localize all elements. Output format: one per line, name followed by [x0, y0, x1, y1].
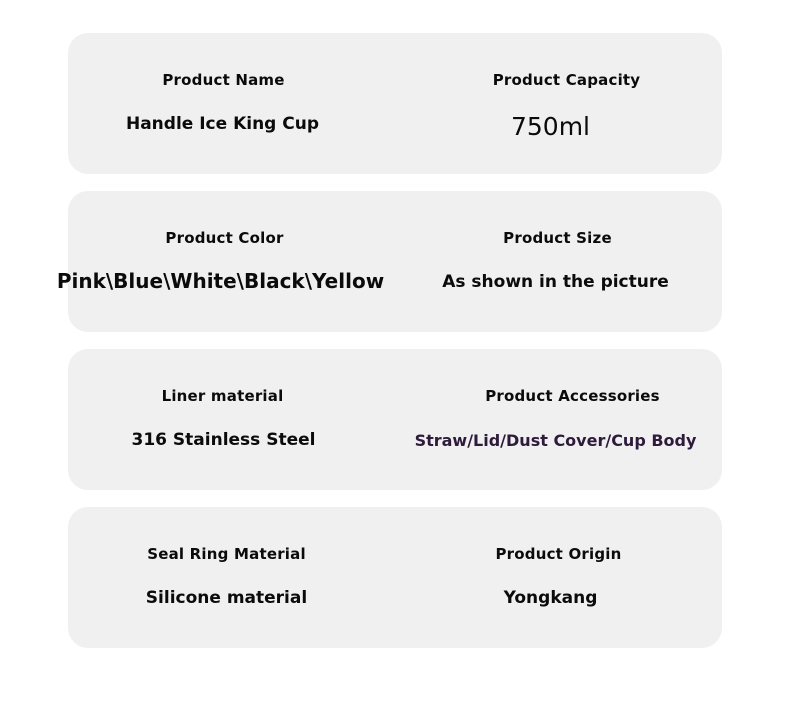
spec-cell-liner-material: [68, 349, 395, 490]
spec-cell-product-name: [68, 33, 395, 174]
spec-card-name-capacity: [68, 33, 722, 174]
spec-cell-product-color: [56, 191, 395, 332]
spec-value: Silicone material: [145, 588, 308, 608]
spec-cell-product-size: [395, 191, 722, 332]
spec-card-color-size: [56, 191, 722, 332]
spec-value: Yongkang: [503, 588, 598, 608]
spec-label: Product Accessories: [485, 387, 660, 405]
spec-value: As shown in the picture: [442, 272, 669, 292]
spec-value: Pink\Blue\White\Black\Yellow: [56, 269, 385, 293]
spec-value: Handle Ice King Cup: [125, 114, 320, 134]
spec-value: 316 Stainless Steel: [131, 430, 316, 450]
spec-value: 750ml: [510, 112, 591, 141]
spec-card-seal-origin: [68, 507, 722, 648]
spec-label: Product Name: [162, 71, 285, 89]
spec-label: Seal Ring Material: [147, 545, 306, 563]
spec-label: Product Color: [165, 229, 284, 247]
spec-cell-product-capacity: [395, 33, 722, 174]
spec-label: Product Capacity: [492, 71, 641, 89]
spec-cell-product-origin: [395, 507, 722, 648]
spec-label: Product Size: [503, 229, 612, 247]
spec-cell-product-accessories: [395, 349, 722, 490]
spec-value: Straw/Lid/Dust Cover/Cup Body: [414, 431, 697, 450]
spec-cell-seal-ring-material: [68, 507, 395, 648]
spec-label: Liner material: [161, 387, 284, 405]
spec-card-liner-accessories: [68, 349, 722, 490]
spec-label: Product Origin: [495, 545, 622, 563]
